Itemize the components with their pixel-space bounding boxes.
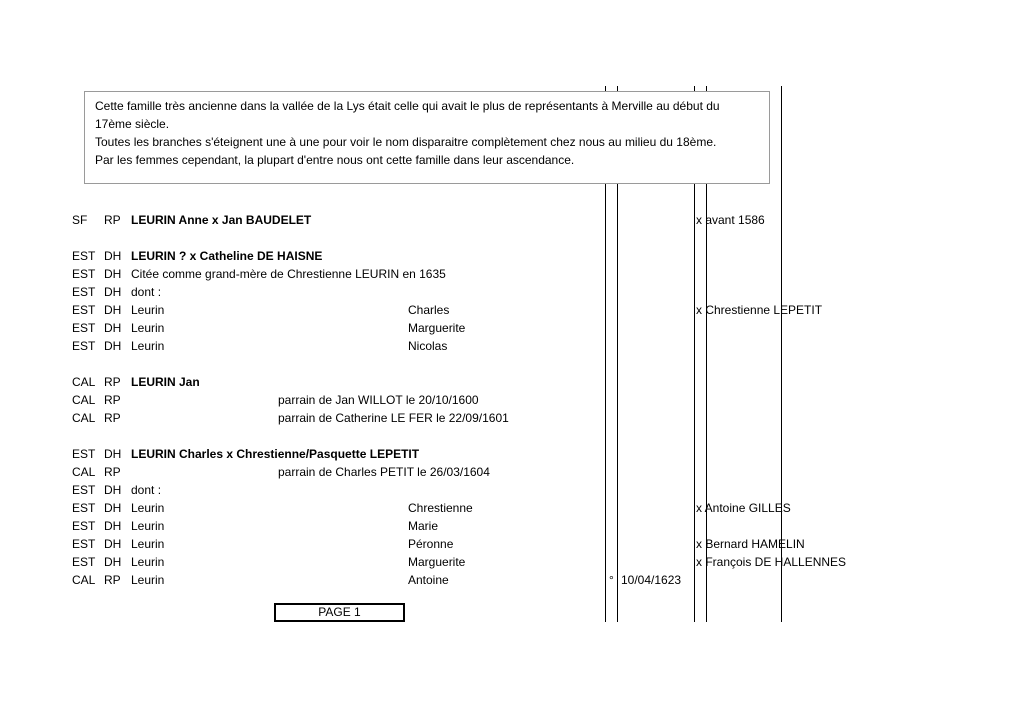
intro-note — [84, 91, 770, 184]
record-row — [0, 265, 1024, 283]
record-row — [0, 571, 1024, 589]
record-row — [0, 247, 1024, 265]
record-src: CAL — [72, 375, 96, 389]
record-name: Citée comme grand-mère de Chrestienne LEURIN en 1635 — [131, 267, 446, 281]
record-row — [0, 211, 1024, 229]
record-row — [0, 481, 1024, 499]
record-src: EST — [72, 339, 96, 353]
record-first: Charles — [408, 303, 450, 317]
record-code: RP — [104, 465, 121, 479]
record-src: EST — [72, 249, 96, 263]
record-name: LEURIN Jan — [131, 375, 200, 389]
record-code: DH — [104, 519, 122, 533]
record-src: EST — [72, 285, 96, 299]
record-note: parrain de Charles PETIT le 26/03/1604 — [278, 465, 490, 479]
record-marr: x Chrestienne LEPETIT — [696, 303, 823, 317]
record-src: SF — [72, 213, 88, 227]
record-src: EST — [72, 483, 96, 497]
record-name: Leurin — [131, 519, 165, 533]
record-src: EST — [72, 303, 96, 317]
record-bdate: 10/04/1623 — [621, 573, 682, 587]
record-birth: ° — [609, 573, 614, 587]
record-first: Péronne — [408, 537, 454, 551]
record-marr: x Antoine GILLES — [696, 501, 791, 515]
record-name: dont : — [131, 285, 162, 299]
record-code: DH — [104, 285, 122, 299]
record-row — [0, 301, 1024, 319]
record-name: Leurin — [131, 321, 165, 335]
record-src: EST — [72, 519, 96, 533]
record-name: Leurin — [131, 339, 165, 353]
record-marr: x François DE HALLENNES — [696, 555, 847, 569]
record-row — [0, 409, 1024, 427]
record-src: EST — [72, 537, 96, 551]
record-note: parrain de Jan WILLOT le 20/10/1600 — [278, 393, 479, 407]
record-note: parrain de Catherine LE FER le 22/09/1601 — [278, 411, 509, 425]
record-code: DH — [104, 321, 122, 335]
intro-line: Toutes les branches s'éteignent une à une pour voir le nom disparaitre complètement chez nous au milieu du 18ème. — [95, 135, 717, 149]
record-row — [0, 319, 1024, 337]
record-code: RP — [104, 375, 121, 389]
record-row — [0, 553, 1024, 571]
record-marr: x avant 1586 — [696, 213, 765, 227]
record-name: Leurin — [131, 573, 165, 587]
record-code: DH — [104, 339, 122, 353]
record-row — [0, 337, 1024, 355]
page-number-label: PAGE 1 — [318, 605, 361, 619]
record-row — [0, 463, 1024, 481]
record-first: Marguerite — [408, 555, 466, 569]
record-first: Marguerite — [408, 321, 466, 335]
intro-line: Par les femmes cependant, la plupart d'entre nous ont cette famille dans leur ascendance. — [95, 153, 575, 167]
record-src: CAL — [72, 411, 96, 425]
record-src: CAL — [72, 465, 96, 479]
record-src: CAL — [72, 393, 96, 407]
page-number-box — [274, 603, 405, 622]
record-src: EST — [72, 555, 96, 569]
record-name: LEURIN Anne x Jan BAUDELET — [131, 213, 312, 227]
record-first: Nicolas — [408, 339, 448, 353]
record-row — [0, 499, 1024, 517]
record-code: RP — [104, 411, 121, 425]
record-code: DH — [104, 267, 122, 281]
record-code: RP — [104, 573, 121, 587]
record-name: dont : — [131, 483, 162, 497]
record-row — [0, 391, 1024, 409]
record-name: LEURIN ? x Catheline DE HAISNE — [131, 249, 323, 263]
record-row — [0, 373, 1024, 391]
record-name: Leurin — [131, 501, 165, 515]
record-row — [0, 283, 1024, 301]
intro-line: 17ème siècle. — [95, 117, 170, 131]
record-code: DH — [104, 447, 122, 461]
record-row — [0, 445, 1024, 463]
intro-line: Cette famille très ancienne dans la vallée de la Lys était celle qui avait le plus de représentants à Merville au début du — [95, 99, 720, 113]
record-row — [0, 535, 1024, 553]
record-src: EST — [72, 501, 96, 515]
record-name: Leurin — [131, 303, 165, 317]
record-first: Antoine — [408, 573, 449, 587]
record-first: Marie — [408, 519, 439, 533]
record-row — [0, 517, 1024, 535]
record-code: DH — [104, 483, 122, 497]
record-src: CAL — [72, 573, 96, 587]
record-name: LEURIN Charles x Chrestienne/Pasquette LEPETIT — [131, 447, 420, 461]
record-src: EST — [72, 447, 96, 461]
record-code: DH — [104, 501, 122, 515]
record-name: Leurin — [131, 555, 165, 569]
record-src: EST — [72, 267, 96, 281]
record-code: RP — [104, 213, 121, 227]
record-first: Chrestienne — [408, 501, 473, 515]
record-code: DH — [104, 537, 122, 551]
record-code: DH — [104, 555, 122, 569]
record-code: DH — [104, 303, 122, 317]
record-name: Leurin — [131, 537, 165, 551]
record-code: RP — [104, 393, 121, 407]
record-src: EST — [72, 321, 96, 335]
record-marr: x Bernard HAMELIN — [696, 537, 805, 551]
record-code: DH — [104, 249, 122, 263]
